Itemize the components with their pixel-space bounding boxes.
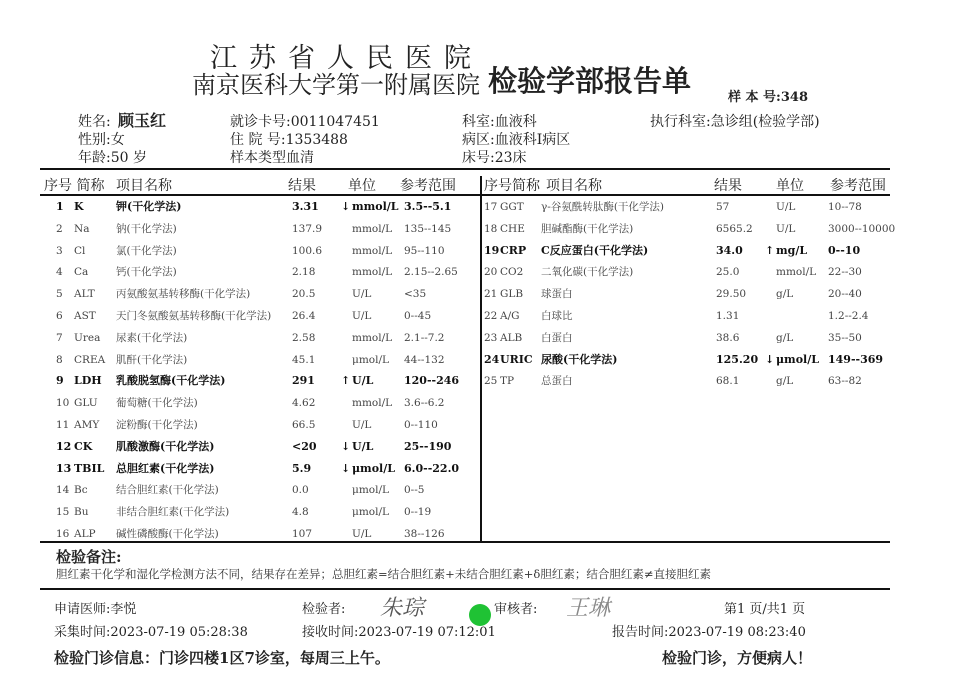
table-row	[40, 392, 470, 414]
row-item-name: 结合胆红素(干化学法)	[116, 484, 219, 497]
row-range: 22--30	[828, 266, 862, 279]
notes-text: 胆红素干化学和湿化学检测方法不同，结果存在差异；总胆红素=结合胆红素+未结合胆红素+δ胆红素；结合胆红素≠直接胆红素	[56, 567, 711, 581]
row-item-name: 总蛋白	[541, 375, 573, 388]
row-unit: mg/L	[776, 243, 808, 257]
row-result: 107	[292, 528, 313, 540]
row-item-name: 乳酸脱氢酶(干化学法)	[116, 374, 226, 388]
table-row	[40, 261, 470, 283]
row-item-name: 钾(干化学法)	[116, 200, 182, 213]
row-result: 291	[292, 374, 315, 388]
row-range: 3.6--6.2	[404, 397, 445, 410]
row-abbr: AST	[74, 310, 96, 322]
row-abbr: GLU	[74, 397, 98, 410]
table-row	[40, 196, 470, 218]
patient-age: 年龄:50 岁	[78, 150, 147, 166]
row-abbr: ALB	[500, 331, 523, 344]
row-item-name: 丙氨酸氨基转移酶(干化学法)	[116, 288, 251, 301]
tester-signature: 朱琮	[380, 596, 425, 621]
card-number: 就诊卡号:0011047451	[230, 114, 380, 130]
collect-time: 采集时间:2023-07-19 05:28:38	[54, 625, 248, 640]
table-row	[482, 370, 912, 392]
bed-number: 床号:23床	[462, 150, 527, 166]
row-range: 6.0--22.0	[404, 461, 460, 475]
row-abbr: Bc	[74, 484, 88, 497]
row-range: 38--126	[404, 528, 445, 540]
row-range: 35--50	[828, 331, 862, 344]
row-abbr: Bu	[74, 506, 89, 519]
col-name-left: 项目名称	[116, 178, 172, 194]
col-no-abbr-left: 序号 简称	[44, 178, 105, 194]
row-range: 0--110	[404, 419, 438, 431]
row-unit: mmol/L	[352, 222, 393, 235]
row-item-name: 非结合胆红素(干化学法)	[116, 506, 230, 519]
row-number: 20	[484, 266, 498, 279]
table-row	[40, 349, 470, 371]
row-number: 10	[56, 397, 70, 410]
row-number: 3	[56, 244, 63, 257]
row-result: 2.58	[292, 331, 316, 344]
row-item-name: 氯(干化学法)	[116, 244, 177, 257]
row-result: 34.0	[716, 243, 743, 257]
row-number: 6	[56, 310, 63, 322]
sample-type: 样本类型血清	[230, 150, 314, 166]
row-number: 17	[484, 201, 498, 213]
row-flag: ↓	[341, 439, 351, 453]
table-row	[40, 370, 470, 392]
row-result: 20.5	[292, 288, 316, 301]
row-unit: mmol/L	[776, 266, 817, 279]
report-time: 报告时间:2023-07-19 08:23:40	[612, 625, 806, 640]
row-item-name: 钠(干化学法)	[116, 222, 177, 235]
row-abbr: A/G	[500, 310, 520, 322]
exec-department: 执行科室:急诊组(检验学部)	[650, 114, 820, 130]
row-flag: ↑	[341, 374, 351, 388]
row-item-name: 钙(干化学法)	[116, 266, 177, 279]
row-result: 26.4	[292, 310, 316, 322]
row-item-name: 碱性磷酸酶(干化学法)	[116, 528, 219, 540]
table-row	[482, 349, 912, 371]
row-unit: mmol/L	[352, 331, 393, 344]
row-number: 19	[484, 243, 500, 257]
row-range: 25--190	[404, 439, 452, 453]
row-item-name: 二氧化碳(干化学法)	[541, 266, 634, 279]
row-unit: mmol/L	[352, 266, 393, 279]
row-item-name: 球蛋白	[541, 288, 573, 301]
row-item-name: 天门冬氨酸氨基转移酶(干化学法)	[116, 310, 272, 322]
row-result: 25.0	[716, 266, 740, 279]
reviewer-label: 审核者:	[494, 602, 538, 617]
table-row	[40, 479, 470, 501]
row-item-name: C反应蛋白(干化学法)	[541, 243, 649, 257]
row-unit: U/L	[776, 222, 796, 235]
row-number: 2	[56, 222, 63, 235]
admission-number: 住 院 号:1353488	[230, 132, 348, 148]
row-unit: U/L	[352, 439, 374, 453]
row-abbr: CK	[74, 439, 93, 453]
row-unit: mmol/L	[352, 244, 393, 257]
table-row	[40, 305, 470, 327]
row-abbr: AMY	[74, 419, 100, 431]
row-result: 66.5	[292, 419, 316, 431]
row-item-name: 葡萄糖(干化学法)	[116, 397, 198, 410]
report-title: 检验学部报告单	[488, 64, 692, 98]
row-unit: μmol/L	[776, 352, 819, 366]
ward: 病区:血液科I病区	[462, 132, 571, 148]
row-abbr: ALP	[74, 528, 96, 540]
row-range: 135--145	[404, 222, 452, 235]
row-range: 2.15--2.65	[404, 266, 458, 279]
row-item-name: 淀粉酶(干化学法)	[116, 419, 198, 431]
table-row	[482, 283, 912, 305]
page-number: 第1 页/共1 页	[724, 602, 806, 617]
row-result: 4.62	[292, 397, 316, 410]
row-result: 3.31	[292, 200, 319, 213]
col-unit-right: 单位	[776, 178, 804, 194]
row-number: 16	[56, 528, 70, 540]
row-abbr: Cl	[74, 244, 86, 257]
row-unit: μmol/L	[352, 506, 389, 519]
row-result: 125.20	[716, 352, 759, 366]
table-row	[482, 196, 912, 218]
table-row	[482, 240, 912, 262]
table-row	[482, 218, 912, 240]
row-unit: U/L	[352, 419, 372, 431]
row-abbr: GLB	[500, 288, 524, 301]
table-row	[40, 436, 470, 458]
row-range: 0--19	[404, 506, 432, 519]
row-unit: μmol/L	[352, 484, 389, 497]
row-unit: μmol/L	[352, 353, 389, 366]
row-number: 13	[56, 461, 72, 475]
row-number: 25	[484, 375, 498, 388]
row-number: 4	[56, 266, 63, 279]
row-unit: U/L	[776, 201, 796, 213]
table-row	[482, 305, 912, 327]
row-number: 7	[56, 331, 63, 344]
row-number: 18	[484, 222, 498, 235]
row-result: 57	[716, 201, 730, 213]
row-item-name: 尿酸(干化学法)	[541, 352, 618, 366]
row-number: 1	[56, 200, 64, 213]
row-unit: g/L	[776, 375, 794, 388]
hospital-name-line2: 南京医科大学第一附属医院	[192, 71, 480, 99]
row-unit: U/L	[352, 310, 372, 322]
row-flag: ↓	[341, 200, 351, 213]
row-result: 2.18	[292, 266, 316, 279]
row-number: 12	[56, 439, 72, 453]
row-result: 29.50	[716, 288, 747, 301]
row-abbr: CHE	[500, 222, 525, 235]
row-number: 14	[56, 484, 70, 497]
row-range: <35	[404, 288, 427, 301]
row-result: 68.1	[716, 375, 740, 388]
col-name-right: 项目名称	[546, 178, 602, 194]
row-item-name: 尿素(干化学法)	[116, 331, 188, 344]
row-abbr: TBIL	[74, 461, 105, 475]
row-result: 4.8	[292, 506, 309, 519]
row-range: 0--5	[404, 484, 425, 497]
row-item-name: 肌酐(干化学法)	[116, 353, 188, 366]
table-row	[40, 458, 470, 480]
table-row	[40, 218, 470, 240]
patient-name: 顾玉红	[118, 111, 167, 130]
row-abbr: ALT	[74, 288, 95, 301]
row-range: 149--369	[828, 352, 884, 366]
row-number: 15	[56, 506, 70, 519]
status-dot	[469, 604, 491, 626]
row-abbr: K	[74, 200, 84, 213]
row-range: 120--246	[404, 374, 460, 388]
clinic-info: 检验门诊信息：门诊四楼1区7诊室，每周三上午。	[54, 649, 390, 667]
row-abbr: CREA	[74, 353, 106, 366]
row-result: 5.9	[292, 461, 312, 475]
row-number: 9	[56, 374, 64, 388]
row-number: 21	[484, 288, 498, 301]
row-item-name: γ-谷氨酰转肽酶(干化学法)	[541, 201, 665, 213]
row-item-name: 白蛋白	[541, 331, 573, 344]
row-number: 5	[56, 288, 63, 301]
row-flag: ↓	[341, 461, 351, 475]
row-result: 0.0	[292, 484, 309, 497]
row-range: 63--82	[828, 375, 862, 388]
row-number: 23	[484, 331, 498, 344]
requesting-doctor: 申请医师:李悦	[54, 602, 137, 617]
department: 科室:血液科	[462, 114, 537, 130]
row-item-name: 胆碱酯酶(干化学法)	[541, 222, 634, 235]
row-range: 20--40	[828, 288, 862, 301]
row-unit: U/L	[352, 528, 372, 540]
row-unit: U/L	[352, 374, 374, 388]
row-result: 45.1	[292, 353, 316, 366]
row-range: 1.2--2.4	[828, 310, 869, 322]
table-row	[40, 327, 470, 349]
row-abbr: URIC	[500, 352, 533, 366]
row-unit: mmol/L	[352, 397, 393, 410]
row-number: 8	[56, 353, 63, 366]
row-range: 2.1--7.2	[404, 331, 445, 344]
row-unit: U/L	[352, 288, 372, 301]
tester-label: 检验者:	[302, 602, 346, 617]
notes-divider-bottom	[40, 588, 890, 590]
row-range: 44--132	[404, 353, 445, 366]
row-abbr: LDH	[74, 374, 102, 388]
table-row	[482, 261, 912, 283]
row-range: 3000--10000	[828, 222, 896, 235]
row-result: 1.31	[716, 310, 740, 322]
table-row	[482, 327, 912, 349]
row-range: 10--78	[828, 201, 862, 213]
sample-number: 样 本 号:348	[728, 90, 808, 105]
patient-name-label: 姓名:	[78, 114, 111, 130]
row-number: 11	[56, 419, 70, 431]
row-result: 100.6	[292, 244, 323, 257]
row-item-name: 肌酸激酶(干化学法)	[116, 439, 215, 453]
notes-title: 检验备注:	[56, 548, 122, 566]
col-range-left: 参考范围	[400, 178, 456, 194]
clinic-slogan: 检验门诊，方便病人！	[662, 649, 813, 667]
row-abbr: Ca	[74, 266, 89, 279]
row-flag: ↑	[765, 243, 775, 257]
receive-time: 接收时间:2023-07-19 07:12:01	[302, 625, 496, 640]
row-result: 38.6	[716, 331, 740, 344]
col-range-right: 参考范围	[830, 178, 886, 194]
row-range: 0--45	[404, 310, 432, 322]
row-abbr: GGT	[500, 201, 524, 213]
table-row	[40, 501, 470, 523]
row-item-name: 白球比	[541, 310, 573, 322]
row-number: 22	[484, 310, 498, 322]
row-flag: ↓	[765, 352, 775, 366]
col-result-left: 结果	[288, 178, 316, 194]
table-row	[40, 283, 470, 305]
row-result: 137.9	[292, 222, 323, 235]
row-unit: μmol/L	[352, 461, 395, 475]
notes-divider-top	[40, 541, 890, 543]
row-unit: g/L	[776, 288, 794, 301]
table-row	[40, 240, 470, 262]
col-unit-left: 单位	[348, 178, 376, 194]
row-range: 95--110	[404, 244, 445, 257]
row-unit: g/L	[776, 331, 794, 344]
table-row	[40, 414, 470, 436]
reviewer-signature: 王琳	[566, 596, 611, 621]
row-abbr: CO2	[500, 266, 524, 279]
row-result: <20	[292, 439, 317, 453]
row-abbr: Na	[74, 222, 90, 235]
row-abbr: Urea	[74, 331, 101, 344]
col-result-right: 结果	[714, 178, 742, 194]
col-no-abbr-right: 序号简称	[484, 178, 540, 194]
row-result: 6565.2	[716, 222, 753, 235]
row-unit: mmol/L	[352, 200, 399, 213]
hospital-name-line1: 江苏省人民医院	[210, 43, 483, 74]
row-range: 3.5--5.1	[404, 200, 452, 213]
header-divider	[40, 168, 890, 170]
row-number: 24	[484, 352, 500, 366]
row-abbr: TP	[500, 375, 515, 388]
row-item-name: 总胆红素(干化学法)	[116, 461, 215, 475]
row-abbr: CRP	[500, 243, 527, 257]
patient-gender: 性别:女	[78, 132, 125, 148]
row-range: 0--10	[828, 243, 861, 257]
